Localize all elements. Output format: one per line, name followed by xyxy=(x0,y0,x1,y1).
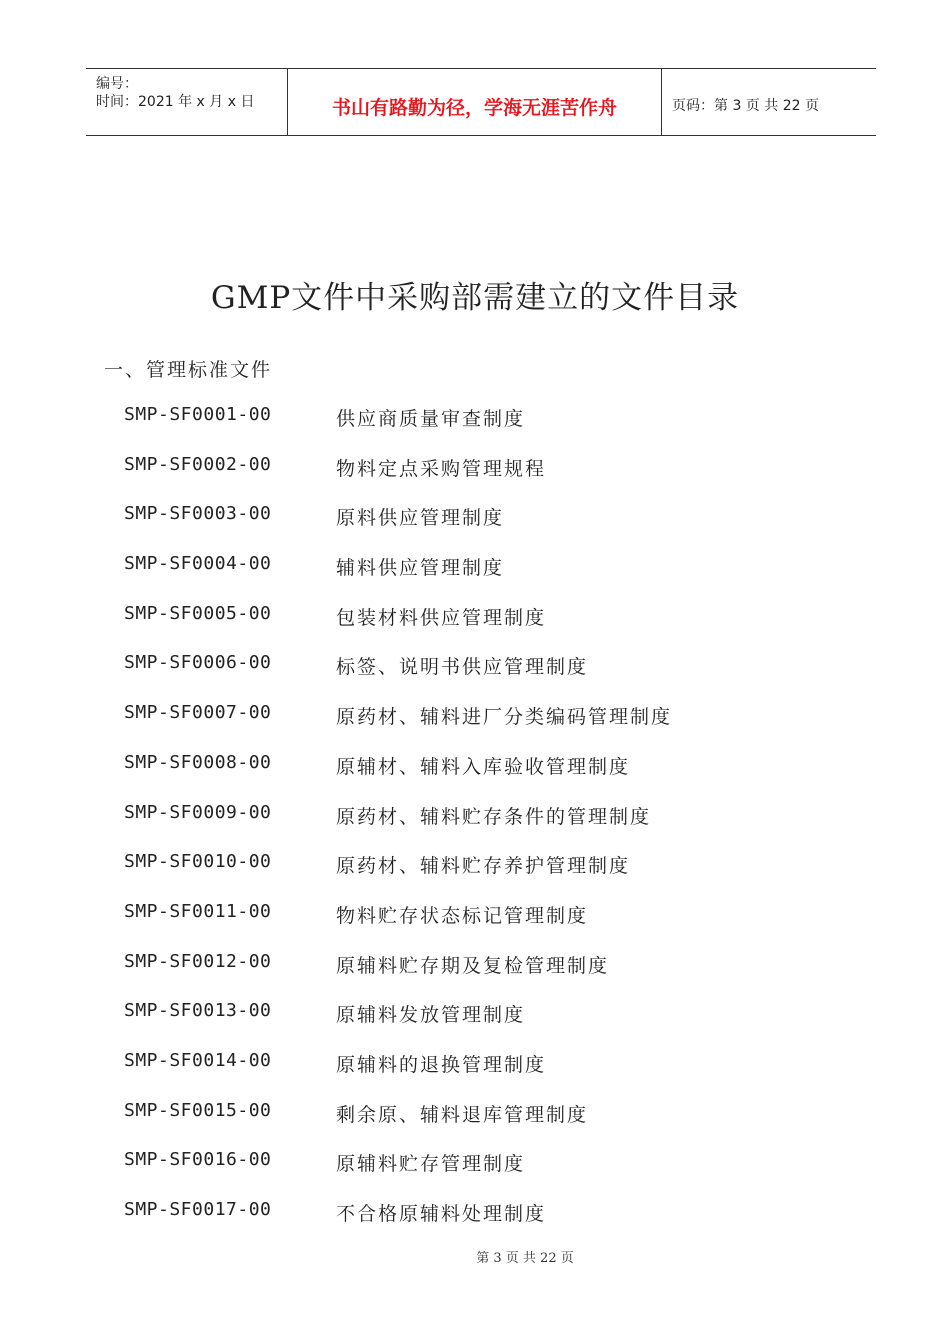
list-item xyxy=(124,1199,672,1249)
header-meta xyxy=(86,69,288,135)
list-item xyxy=(124,454,672,504)
header-motto-cell xyxy=(288,69,662,135)
item-code: SMP-SF0009-00 xyxy=(124,801,272,823)
list-item xyxy=(124,603,672,653)
item-name: 原药材、辅料贮存条件的管理制度 xyxy=(336,805,652,828)
item-name: 物料贮存状态标记管理制度 xyxy=(336,904,589,927)
list-item xyxy=(124,503,672,553)
header-motto: 书山有路勤为径，学海无涯苦作舟 xyxy=(331,97,617,119)
item-name: 不合格原辅料处理制度 xyxy=(336,1203,547,1225)
header-page-cell xyxy=(662,69,876,135)
list-item xyxy=(124,901,672,951)
item-code: SMP-SF0003-00 xyxy=(124,503,272,525)
item-code: SMP-SF0005-00 xyxy=(124,602,272,624)
page-footer: 第 3 页 共 22 页 xyxy=(476,1251,574,1266)
item-code: SMP-SF0001-00 xyxy=(124,404,272,425)
item-code: SMP-SF0013-00 xyxy=(124,1000,272,1022)
list-item xyxy=(124,553,672,603)
list-item xyxy=(124,652,672,702)
item-code: SMP-SF0008-00 xyxy=(124,751,272,773)
list-item xyxy=(124,1000,672,1050)
item-name: 原辅料的退换管理制度 xyxy=(336,1053,547,1076)
item-name: 原料供应管理制度 xyxy=(336,507,505,530)
item-name: 原辅料贮存管理制度 xyxy=(336,1153,526,1176)
item-code: SMP-SF0015-00 xyxy=(124,1099,272,1121)
header-page-info: 页码：第 3 页 共 22 页 xyxy=(672,98,819,114)
item-name: 标签、说明书供应管理制度 xyxy=(336,656,589,679)
item-name: 辅料供应管理制度 xyxy=(336,557,505,580)
item-code: SMP-SF0011-00 xyxy=(124,900,272,922)
item-name: 剩余原、辅料退库管理制度 xyxy=(336,1103,589,1126)
list-item xyxy=(124,702,672,752)
item-name: 原药材、辅料贮存养护管理制度 xyxy=(336,855,631,878)
item-code: SMP-SF0016-00 xyxy=(124,1149,272,1171)
list-item xyxy=(124,951,672,1001)
item-code: SMP-SF0014-00 xyxy=(124,1049,272,1071)
item-name: 原辅料贮存期及复检管理制度 xyxy=(336,954,610,977)
page-header xyxy=(86,68,876,136)
item-code: SMP-SF0007-00 xyxy=(124,702,272,724)
item-name: 原药材、辅料进厂分类编码管理制度 xyxy=(336,706,673,729)
section-heading: 一、管理标准文件 xyxy=(104,359,273,381)
list-item xyxy=(124,1149,672,1199)
item-code: SMP-SF0017-00 xyxy=(124,1199,272,1220)
item-name: 物料定点采购管理规程 xyxy=(336,457,547,480)
item-name: 原辅料发放管理制度 xyxy=(336,1004,526,1027)
document-list xyxy=(124,404,672,1249)
item-name: 供应商质量审查制度 xyxy=(336,408,526,430)
document-number-label: 编号： xyxy=(96,76,138,92)
item-code: SMP-SF0006-00 xyxy=(124,652,272,674)
item-code: SMP-SF0012-00 xyxy=(124,950,272,972)
item-code: SMP-SF0004-00 xyxy=(124,553,272,575)
list-item xyxy=(124,1100,672,1150)
list-item xyxy=(124,1050,672,1100)
document-title: GMP文件中采购部需建立的文件目录 xyxy=(210,280,740,316)
item-code: SMP-SF0002-00 xyxy=(124,453,272,475)
item-name: 包装材料供应管理制度 xyxy=(336,606,547,629)
list-item xyxy=(124,802,672,852)
list-item xyxy=(124,404,672,454)
list-item xyxy=(124,851,672,901)
item-name: 原辅材、辅料入库验收管理制度 xyxy=(336,755,631,778)
item-code: SMP-SF0010-00 xyxy=(124,851,272,873)
document-time-label: 时间：2021 年 x 月 x 日 xyxy=(96,94,255,110)
list-item xyxy=(124,752,672,802)
